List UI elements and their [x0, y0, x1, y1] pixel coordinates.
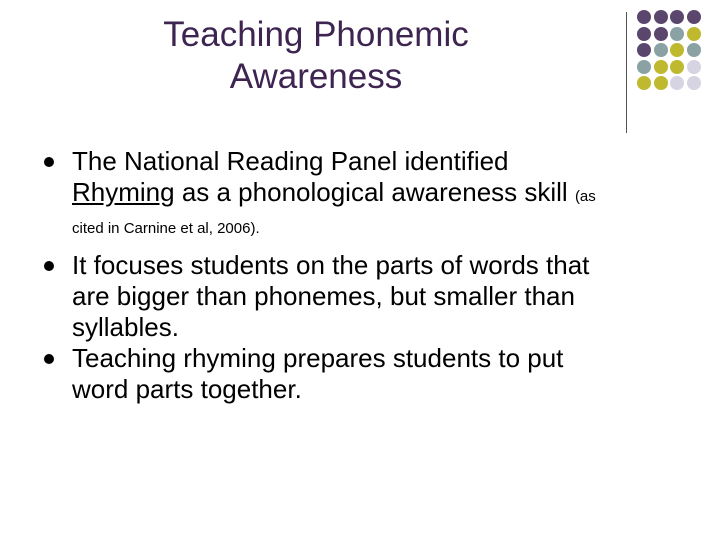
bullet-dot-icon — [44, 354, 54, 364]
decorative-dot — [687, 43, 701, 57]
decorative-dot — [654, 43, 668, 57]
bullet-dot-icon — [44, 157, 54, 167]
bullet-item-1 — [44, 146, 704, 212]
decorative-dot — [654, 76, 668, 90]
slide-title — [100, 14, 532, 98]
vertical-divider — [626, 12, 627, 133]
decorative-dot — [654, 10, 668, 24]
decorative-dot — [637, 60, 651, 74]
decorative-dot — [670, 43, 684, 57]
decorative-dot — [637, 27, 651, 41]
bullet-2-line-3: syllables. — [72, 312, 179, 342]
bullet-item-2 — [44, 250, 704, 343]
decorative-dot — [670, 27, 684, 41]
bullet-list — [44, 146, 704, 405]
bullet-item-3 — [44, 343, 704, 405]
decorative-dot — [670, 76, 684, 90]
bullet-1-line-2-text: as a phonological awareness skill — [174, 177, 575, 207]
decorative-dot — [637, 10, 651, 24]
title-line-2: Awareness — [229, 57, 403, 96]
decorative-dot — [670, 60, 684, 74]
bullet-3-line-2: word parts together. — [72, 374, 302, 404]
decorative-dot — [687, 27, 701, 41]
citation-open: (as — [574, 188, 596, 205]
bullet-2-line-2: are bigger than phonemes, but smaller than — [72, 281, 575, 311]
bullet-3-line-1: Teaching rhyming prepares students to put — [72, 343, 564, 373]
title-line-1: Teaching Phonemic — [163, 15, 469, 54]
rhyming-underlined-term: Rhyming — [72, 177, 175, 207]
citation-line: cited in Carnine et al, 2006). — [72, 220, 260, 237]
decorative-dot — [670, 10, 684, 24]
bullet-dot-icon — [44, 261, 54, 271]
decorative-dot — [687, 10, 701, 24]
decorative-dot — [637, 43, 651, 57]
decorative-dot — [687, 60, 701, 74]
bullet-1-line-1: The National Reading Panel identified — [72, 146, 509, 176]
decorative-dot — [687, 76, 701, 90]
bullet-1-line-2 — [72, 177, 704, 212]
decorative-dot — [654, 60, 668, 74]
bullet-2-line-1: It focuses students on the parts of words that — [72, 250, 590, 280]
decorative-dot — [637, 76, 651, 90]
decorative-dot — [654, 27, 668, 41]
